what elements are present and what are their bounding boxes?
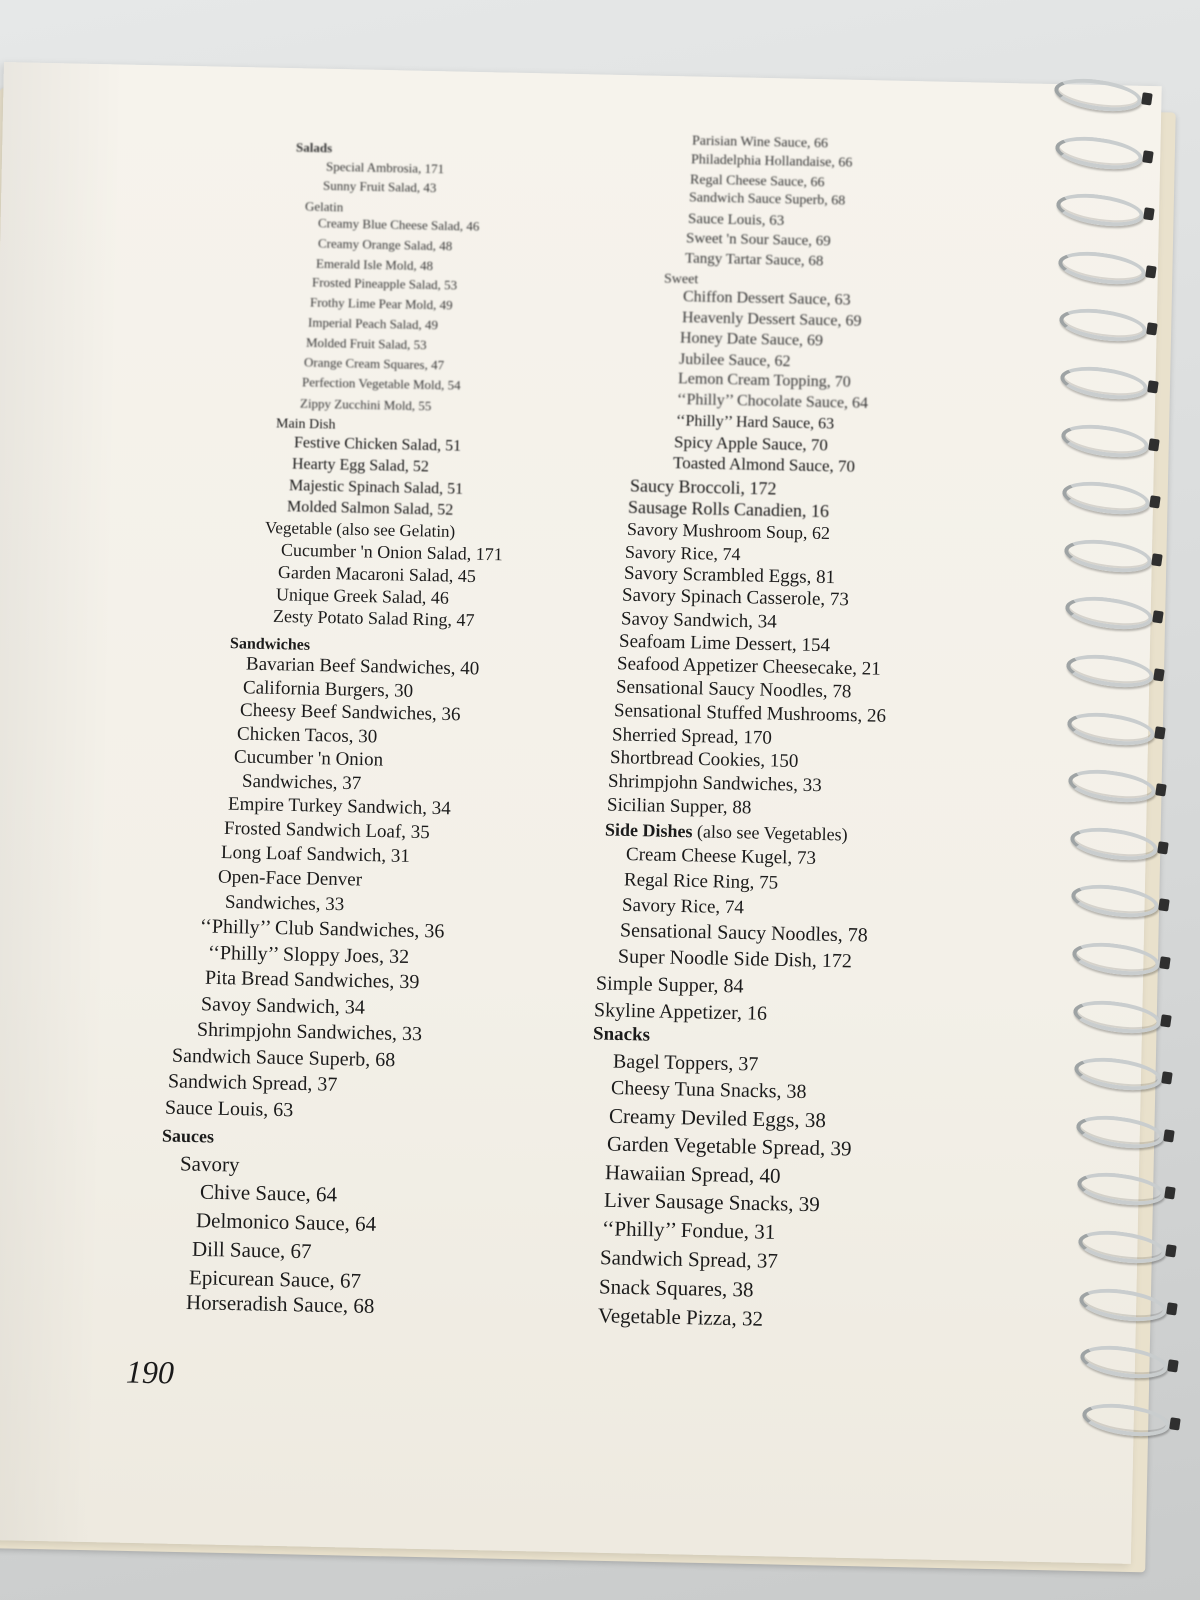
right-index-entry: Sweet 'n Sour Sauce, 69 — [685, 230, 831, 250]
left-index-entry: Zippy Zucchini Mold, 55 — [299, 395, 432, 414]
right-index-entry: Sicilian Supper, 88 — [606, 794, 752, 819]
left-index-entry: Sandwiches, 33 — [224, 891, 345, 916]
spiral-ring — [1070, 938, 1161, 980]
left-index-entry: Sandwiches, 37 — [241, 770, 362, 795]
right-index-entry: Sandwich Sauce Superb, 68 — [688, 190, 846, 209]
spiral-ring — [1060, 420, 1151, 462]
page-shadow — [0, 62, 124, 1542]
left-index-entry: Salads — [295, 139, 333, 156]
spiral-ring — [1052, 74, 1143, 116]
spiral-ring — [1054, 132, 1145, 174]
left-index-entry: Empire Turkey Sandwich, 34 — [227, 793, 451, 820]
left-index-entry: Delmonico Sauce, 64 — [195, 1208, 377, 1236]
spiral-ring — [1080, 1399, 1171, 1441]
right-index-entry: Simple Supper, 84 — [595, 972, 744, 998]
left-index-entry: Dill Sauce, 67 — [191, 1236, 312, 1264]
left-index-entry: Festive Chicken Salad, 51 — [293, 434, 462, 455]
right-index-entry: Seafoam Lime Dessert, 154 — [618, 630, 831, 657]
right-index-entry: Sandwich Spread, 37 — [599, 1245, 779, 1273]
left-index-entry: Hearty Egg Salad, 52 — [291, 455, 430, 476]
book-page — [0, 62, 1162, 1564]
spiral-ring — [1069, 880, 1160, 922]
right-index-entry: Sensational Stuffed Mushrooms, 26 — [613, 700, 887, 727]
right-index-entry: Creamy Deviled Eggs, 38 — [608, 1103, 827, 1133]
left-index-entry: Main Dish — [275, 416, 336, 433]
left-index-entry: Sandwiches — [229, 635, 311, 654]
left-index-entry: Epicurean Sauce, 67 — [188, 1265, 362, 1293]
right-index-entry: ‘‘Philly’’ Chocolate Sauce, 64 — [676, 391, 869, 412]
left-index-entry: Imperial Peach Salad, 49 — [307, 314, 439, 333]
right-index-entry: Snack Squares, 38 — [598, 1274, 754, 1302]
spiral-ring — [1073, 1053, 1164, 1095]
spiral-ring — [1075, 1168, 1166, 1210]
left-index-entry: Garden Macaroni Salad, 45 — [277, 561, 477, 587]
left-index-entry: Molded Salmon Salad, 52 — [286, 498, 454, 519]
entry-note: (also see Vegetables) — [692, 821, 848, 845]
spiral-ring — [1068, 823, 1159, 865]
left-index-entry: Shrimpjohn Sandwiches, 33 — [196, 1018, 423, 1046]
page-number: 190 — [125, 1353, 175, 1391]
spiral-ring — [1078, 1284, 1169, 1326]
right-index-entry: Honey Date Sauce, 69 — [679, 329, 824, 350]
left-index-entry: Chive Sauce, 64 — [199, 1179, 338, 1207]
right-index-entry: Bagel Toppers, 37 — [612, 1050, 759, 1076]
left-index-entry: Savory — [179, 1151, 240, 1177]
left-index-entry: Cucumber 'n Onion Salad, 171 — [280, 539, 503, 565]
right-index-entry: Cheesy Tuna Snacks, 38 — [610, 1076, 807, 1104]
right-index-entry: Cream Cheese Kugel, 73 — [625, 844, 817, 869]
left-index-entry: Pita Bread Sandwiches, 39 — [204, 966, 420, 994]
left-index-entry: Emerald Isle Mold, 48 — [315, 255, 434, 274]
left-index-entry: Sauces — [161, 1125, 215, 1147]
left-index-entry: Sandwich Sauce Superb, 68 — [171, 1044, 396, 1072]
left-index-entry: Frosted Sandwich Loaf, 35 — [223, 817, 431, 844]
right-index-entry: Shortbread Cookies, 150 — [609, 747, 799, 772]
right-index-entry: Savory Scrambled Eggs, 81 — [623, 562, 836, 589]
left-index-entry: Creamy Blue Cheese Salad, 46 — [317, 215, 480, 234]
left-index-entry: California Burgers, 30 — [242, 677, 414, 702]
left-index-entry: Gelatin — [304, 198, 344, 215]
spiral-ring — [1056, 247, 1147, 289]
left-index-entry: Zesty Potato Salad Ring, 47 — [272, 605, 475, 631]
spiral-binding — [1062, 62, 1198, 1542]
right-index-entry: Snacks — [592, 1023, 651, 1046]
right-index-entry: Liver Sausage Snacks, 39 — [603, 1187, 821, 1217]
right-index-entry: Super Noodle Side Dish, 172 — [617, 945, 853, 973]
left-index-entry: Open-Face Denver — [217, 866, 363, 891]
left-index-entry: ‘‘Philly’’ Sloppy Joes, 32 — [207, 941, 410, 969]
spiral-ring — [1066, 708, 1157, 750]
left-index-entry: Bavarian Beef Sandwiches, 40 — [245, 653, 480, 680]
left-index-entry: Long Loaf Sandwich, 31 — [220, 842, 411, 867]
left-index-entry: Frothy Lime Pear Mold, 49 — [309, 294, 453, 313]
right-index-entry: Sweet — [663, 271, 699, 288]
spiral-ring — [1074, 1111, 1165, 1153]
right-index-entry: Regal Cheese Sauce, 66 — [689, 172, 825, 191]
right-index-entry: Shrimpjohn Sandwiches, 33 — [607, 770, 822, 797]
right-index-entry: Toasted Almond Sauce, 70 — [672, 453, 856, 476]
right-index-entry: ‘‘Philly’’ Hard Sauce, 63 — [675, 412, 835, 433]
right-index-entry: Sauce Louis, 63 — [687, 210, 785, 230]
left-index-entry: Molded Fruit Salad, 53 — [305, 334, 427, 353]
right-index-entry: ‘‘Philly’’ Fondue, 31 — [601, 1216, 776, 1244]
left-index-entry: Cucumber 'n Onion — [233, 746, 384, 771]
right-index-entry: Sensational Saucy Noodles, 78 — [619, 919, 868, 947]
right-index-entry: Savory Spinach Casserole, 73 — [621, 584, 850, 611]
left-index-entry: Frosted Pineapple Salad, 53 — [311, 274, 458, 293]
spiral-ring — [1055, 189, 1146, 231]
left-index-entry: Majestic Spinach Salad, 51 — [288, 477, 464, 498]
right-index-entry: Hawaiian Spread, 40 — [604, 1160, 781, 1188]
right-index-entry: Side Dishes (also see Vegetables) — [604, 819, 848, 845]
left-index-entry: Sauce Louis, 63 — [164, 1096, 294, 1122]
right-index-entry: Jubilee Sauce, 62 — [678, 350, 791, 371]
left-index-entry: Savoy Sandwich, 34 — [200, 993, 366, 1019]
right-index-entry: Seafood Appetizer Cheesecake, 21 — [616, 653, 881, 680]
left-index-entry: Horseradish Sauce, 68 — [185, 1290, 375, 1318]
spiral-ring — [1058, 362, 1149, 404]
right-index-entry: Heavenly Dessert Sauce, 69 — [681, 309, 862, 330]
left-index-entry: Cheesy Beef Sandwiches, 36 — [239, 699, 461, 726]
right-index-entry: Savory Mushroom Soup, 62 — [626, 518, 831, 544]
spiral-ring — [1062, 535, 1153, 577]
spiral-ring — [1061, 477, 1152, 519]
spiral-ring — [1064, 650, 1155, 692]
left-index-entry: Perfection Vegetable Mold, 54 — [301, 374, 461, 393]
spiral-ring — [1072, 996, 1163, 1038]
right-index-entry: Sensational Saucy Noodles, 78 — [615, 676, 852, 703]
spiral-ring — [1067, 765, 1158, 807]
left-index-entry: Sunny Fruit Salad, 43 — [322, 177, 437, 196]
spiral-ring — [1079, 1341, 1170, 1383]
right-index-entry: Savoy Sandwich, 34 — [620, 608, 777, 633]
right-index-entry: Garden Vegetable Spread, 39 — [606, 1131, 852, 1161]
right-index-entry: Parisian Wine Sauce, 66 — [691, 133, 829, 152]
right-index-entry: Savory Rice, 74 — [621, 894, 745, 919]
left-index-entry: Creamy Orange Salad, 48 — [317, 235, 453, 254]
right-index-entry: Spicy Apple Sauce, 70 — [673, 432, 829, 455]
right-index-entry: Savory Rice, 74 — [624, 541, 741, 565]
spiral-ring — [1076, 1226, 1167, 1268]
left-index-entry: Unique Greek Salad, 46 — [275, 584, 450, 608]
left-index-entry: Special Ambrosia, 171 — [325, 158, 445, 177]
right-index-entry: Vegetable Pizza, 32 — [597, 1303, 764, 1331]
right-index-entry: Sherried Spread, 170 — [611, 724, 773, 749]
left-index-entry: Vegetable (also see Gelatin) — [264, 518, 456, 541]
spiral-ring — [1057, 304, 1148, 346]
left-index-entry: Orange Cream Squares, 47 — [303, 354, 445, 373]
left-index-entry: Sandwich Spread, 37 — [167, 1070, 338, 1096]
spiral-ring — [1063, 592, 1154, 634]
right-index-entry: Regal Rice Ring, 75 — [623, 869, 779, 894]
right-index-entry: Chiffon Dessert Sauce, 63 — [682, 288, 851, 309]
right-index-entry: Sausage Rolls Canadien, 16 — [627, 496, 830, 522]
right-index-entry: Saucy Broccoli, 172 — [629, 475, 777, 499]
left-index-entry: ‘‘Philly’’ Club Sandwiches, 36 — [199, 915, 445, 943]
left-index-entry: Chicken Tacos, 30 — [236, 723, 378, 748]
right-index-entry: Tangy Tartar Sauce, 68 — [684, 250, 824, 270]
right-index-entry: Skyline Appetizer, 16 — [593, 999, 768, 1025]
right-index-entry: Philadelphia Hollandaise, 66 — [690, 152, 853, 171]
right-index-entry: Lemon Cream Topping, 70 — [677, 370, 851, 391]
